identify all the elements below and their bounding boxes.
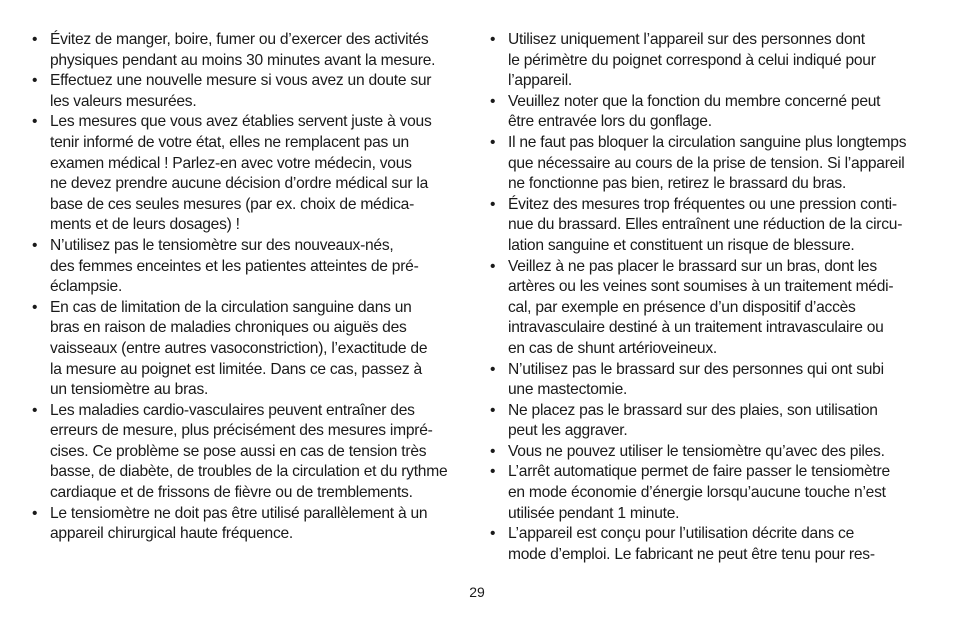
page-number: 29 [469,584,485,600]
list-item: • Évitez de manger, boire, fumer ou d’exercer des activités physiques pendant au moins 30 minutes avant la mesure. [32,30,464,71]
left-column-list [32,30,464,545]
list-item: • Les mesures que vous avez établies servent juste à vous tenir informé de votre état, elles ne remplacent pas un examen médical ! Parlez-en avec votre médecin, vous ne devez prendre aucune décision d’ordre médical sur la base de ces seules mesures (par ex. choix de médica- ments et de leurs dosages) ! [32,112,464,236]
list-item: • L’appareil est conçu pour l’utilisation décrite dans ce mode d’emploi. Le fabricant ne peut être tenu pour res- [490,524,922,565]
list-item: • N’utilisez pas le tensiomètre sur des nouveaux-nés, des femmes enceintes et les patientes atteintes de pré- éclampsie. [32,236,464,298]
right-column-list [490,30,922,565]
list-item: • Utilisez uniquement l’appareil sur des personnes dont le périmètre du poignet correspond à celui indiqué pour l’appareil. [490,30,922,92]
list-item: • Vous ne pouvez utiliser le tensiomètre qu’avec des piles. [490,442,922,463]
list-item: • Le tensiomètre ne doit pas être utilisé parallèlement à un appareil chirurgical haute fréquence. [32,504,464,545]
list-item: • L’arrêt automatique permet de faire passer le tensiomètre en mode économie d’énergie lorsqu’aucune touche n’est utilisée pendant 1 minute. [490,462,922,524]
list-item: • N’utilisez pas le brassard sur des personnes qui ont subi une mastectomie. [490,360,922,401]
list-item: • Veillez à ne pas placer le brassard sur un bras, dont les artères ou les veines sont soumises à un traitement médi- cal, par exemple en présence d’un dispositif d’accès intravasculaire destiné à un traitement intravasculaire ou en cas de shunt artérioveineux. [490,257,922,360]
list-item: • Les maladies cardio-vasculaires peuvent entraîner des erreurs de mesure, plus précisément des mesures impré- cises. Ce problème se pose aussi en cas de tension très basse, de diabète, de troubles de la circulation et du rythme cardiaque et de frissons de fièvre ou de tremblements. [32,401,464,504]
list-item: • Il ne faut pas bloquer la circulation sanguine plus longtemps que nécessaire au cours de la prise de tension. Si l’appareil ne fonctionne pas bien, retirez le brassard du bras. [490,133,922,195]
list-item: • Ne placez pas le brassard sur des plaies, son utilisation peut les aggraver. [490,401,922,442]
list-item: • En cas de limitation de la circulation sanguine dans un bras en raison de maladies chroniques ou aiguës des vaisseaux (entre autres vasoconstriction), l’exactitude de la mesure au poignet est limitée. Dans ce cas, passez à un tensiomètre au bras. [32,298,464,401]
list-item: • Effectuez une nouvelle mesure si vous avez un doute sur les valeurs mesurées. [32,71,464,112]
list-item: • Veuillez noter que la fonction du membre concerné peut être entravée lors du gonflage. [490,92,922,133]
list-item: • Évitez des mesures trop fréquentes ou une pression conti- nue du brassard. Elles entraînent une réduction de la circu- lation sanguine et constituent un risque de blessure. [490,195,922,257]
